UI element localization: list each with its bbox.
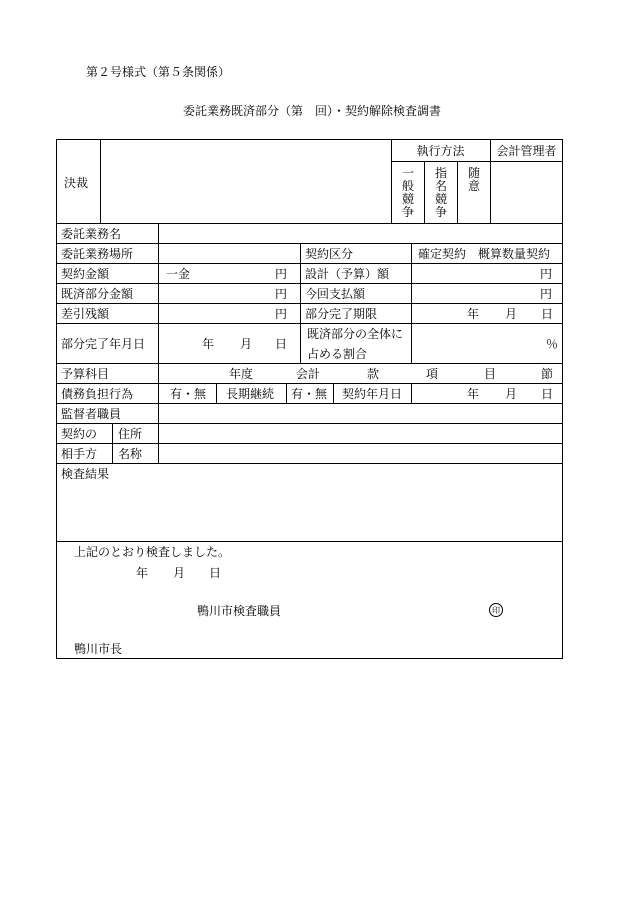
execution-method-label: 執行方法 (416, 144, 465, 158)
col-divider (286, 383, 287, 403)
address-label: 住所 (118, 427, 143, 441)
row-divider (56, 403, 563, 404)
row-divider (56, 541, 563, 542)
contract-amount-label: 契約金額 (61, 267, 110, 281)
row-divider (56, 303, 563, 304)
contractor-label-line1: 契約の (61, 427, 98, 441)
inspection-result-label: 検査結果 (61, 467, 110, 481)
setsu-unit: 節 (541, 367, 554, 381)
row-divider (56, 423, 563, 424)
supervisor-label: 監督者職員 (61, 407, 122, 421)
yen-unit: 円 (275, 287, 288, 301)
yen-unit: 円 (540, 287, 553, 301)
year-unit: 年 (136, 566, 149, 580)
row-divider (56, 243, 563, 244)
yen-unit: 円 (540, 267, 553, 281)
task-place-label: 委託業務場所 (61, 247, 134, 261)
task-name-label: 委託業務名 (61, 227, 122, 241)
col-divider (100, 139, 101, 223)
contract-date-label: 契約年月日 (342, 387, 403, 401)
this-payment-label: 今回支払額 (305, 287, 366, 301)
percent-unit: ％ (546, 337, 559, 351)
form-number: 第２号様式（第５条関係） (86, 65, 231, 79)
row-divider (112, 443, 563, 444)
row-divider (56, 363, 563, 364)
row-divider (56, 283, 563, 284)
col-divider (424, 161, 425, 223)
contractor-label-line2: 相手方 (61, 447, 98, 461)
row-divider (56, 223, 563, 224)
row-divider (56, 263, 563, 264)
debt-label: 債務負担行為 (61, 387, 134, 401)
budget-item-label: 予算科目 (61, 367, 110, 381)
col-divider (158, 403, 159, 463)
month-unit: 月 (505, 307, 518, 321)
day-unit: 日 (275, 337, 288, 351)
row-divider (56, 463, 563, 464)
contract-type-label: 契約区分 (305, 247, 354, 261)
fiscal-year-unit: 年度 (229, 367, 254, 381)
month-unit: 月 (505, 387, 518, 401)
mayor-label: 鴨川市長 (74, 642, 123, 656)
row-divider (56, 323, 563, 324)
method-designated-competition: 指名競争 (434, 166, 447, 219)
day-unit: 日 (541, 387, 554, 401)
row-divider (391, 161, 563, 162)
year-unit: 年 (202, 337, 215, 351)
long-term-yes-no[interactable]: 有・無 (291, 387, 328, 401)
ratio-label-line2: 占める割合 (307, 347, 368, 361)
yen-unit: 円 (275, 307, 288, 321)
year-unit: 年 (467, 307, 480, 321)
ratio-label-line1: 既済部分の全体に (307, 327, 404, 341)
yen-unit: 円 (275, 267, 288, 281)
col-divider (158, 223, 159, 403)
document-title: 委託業務既済部分（第 回）・契約解除検査調書 (183, 104, 442, 118)
col-divider (411, 243, 412, 363)
kan-unit: 款 (367, 367, 380, 381)
col-divider (300, 243, 301, 363)
col-divider (333, 383, 334, 403)
col-divider (457, 161, 458, 223)
row-divider (56, 383, 563, 384)
amount-prefix: 一金 (166, 267, 191, 281)
method-discretionary: 随意 (467, 166, 480, 193)
debt-yes-no[interactable]: 有・無 (170, 387, 207, 401)
moku-unit: 目 (484, 367, 497, 381)
long-term-label: 長期継続 (226, 387, 275, 401)
col-divider (411, 383, 412, 403)
col-divider (216, 383, 217, 403)
kou-unit: 項 (426, 367, 439, 381)
completion-date-label: 部分完了年月日 (61, 337, 146, 351)
completion-deadline-label: 部分完了期限 (305, 307, 378, 321)
decision-label: 決裁 (64, 176, 89, 190)
year-unit: 年 (467, 387, 480, 401)
balance-label: 差引残額 (61, 307, 110, 321)
day-unit: 日 (209, 566, 222, 580)
method-general-competition: 一般競争 (401, 166, 414, 219)
inspector-label: 鴨川市検査職員 (197, 604, 282, 618)
inspection-statement: 上記のとおり検査しました。 (74, 545, 231, 559)
name-label: 名称 (118, 447, 143, 461)
month-unit: 月 (173, 566, 186, 580)
completed-amount-label: 既済部分金額 (61, 287, 134, 301)
day-unit: 日 (541, 307, 554, 321)
accounting-manager-label: 会計管理者 (496, 144, 557, 158)
design-amount-label: 設計（予算）額 (305, 267, 390, 281)
contract-type-options: 確定契約 概算数量契約 (418, 247, 551, 261)
accounting-unit: 会計 (296, 367, 321, 381)
seal-mark-icon: 印 (489, 603, 503, 617)
month-unit: 月 (240, 337, 253, 351)
